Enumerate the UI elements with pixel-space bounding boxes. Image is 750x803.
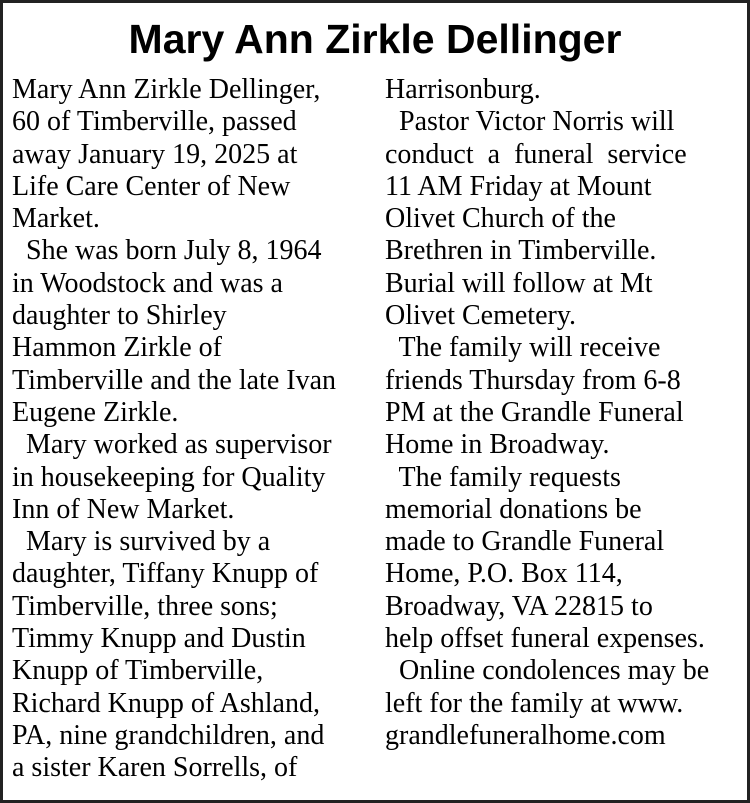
text-line: in Woodstock and was a	[12, 267, 283, 299]
text-line: daughter, Tiffany Knupp of	[12, 558, 319, 590]
text-line: Richard Knupp of Ashland,	[12, 687, 320, 719]
text-line: She was born July 8, 1964	[12, 235, 322, 267]
text-line: Olivet Cemetery.	[385, 300, 577, 332]
text-line: friends Thursday from 6-8	[385, 364, 681, 396]
text-line: Harrisonburg.	[385, 74, 541, 105]
text-line: Market.	[12, 203, 100, 235]
text-line: Timberville, three sons;	[12, 590, 278, 622]
text-line: Online condolences may be	[385, 655, 710, 687]
text-line: in housekeeping for Quality	[12, 461, 326, 493]
obituary-title: Mary Ann Zirkle Dellinger	[128, 16, 622, 62]
text-line: The family requests	[385, 461, 621, 493]
text-line: 60 of Timberville, passed	[12, 106, 297, 138]
text-line: away January 19, 2025 at	[12, 138, 298, 170]
text-line: a sister Karen Sorrells, of	[12, 752, 298, 784]
text-line: daughter to Shirley	[12, 300, 227, 332]
text-line: Mary is survived by a	[12, 526, 271, 558]
text-line: memorial donations be	[385, 493, 642, 525]
text-line: Life Care Center of New	[12, 170, 291, 202]
text-line: Home in Broadway.	[385, 429, 610, 461]
text-line: grandlefuneralhome.com	[385, 719, 666, 751]
text-line: PM at the Grandle Funeral	[385, 396, 684, 428]
text-line: Burial will follow at Mt	[385, 267, 653, 299]
text-line: Knupp of Timberville,	[12, 655, 264, 687]
text-line: Olivet Church of the	[385, 203, 616, 235]
text-line: Timmy Knupp and Dustin	[12, 623, 306, 655]
text-line: Mary Ann Zirkle Dellinger,	[12, 74, 321, 105]
text-line: 11 AM Friday at Mount	[385, 170, 652, 202]
text-line: Brethren in Timberville.	[385, 235, 657, 267]
text-line: left for the family at www.	[385, 687, 684, 719]
text-line: Inn of New Market.	[12, 493, 235, 525]
text-line: PA, nine grandchildren, and	[12, 719, 325, 751]
text-line: The family will receive	[385, 332, 661, 364]
text-line: help offset funeral expenses.	[385, 623, 705, 655]
text-line: made to Grandle Funeral	[385, 526, 665, 558]
text-line: Home, P.O. Box 114,	[385, 558, 623, 590]
text-line: conduct a funeral service	[385, 138, 687, 170]
right-column	[385, 74, 709, 752]
text-line: Hammon Zirkle of	[12, 332, 222, 364]
text-line: Timberville and the late Ivan	[12, 364, 336, 396]
text-line: Eugene Zirkle.	[12, 396, 179, 428]
text-line: Broadway, VA 22815 to	[385, 590, 653, 622]
left-column	[12, 74, 336, 785]
text-line: Mary worked as supervisor	[12, 429, 332, 461]
text-line: Pastor Victor Norris will	[385, 106, 675, 138]
